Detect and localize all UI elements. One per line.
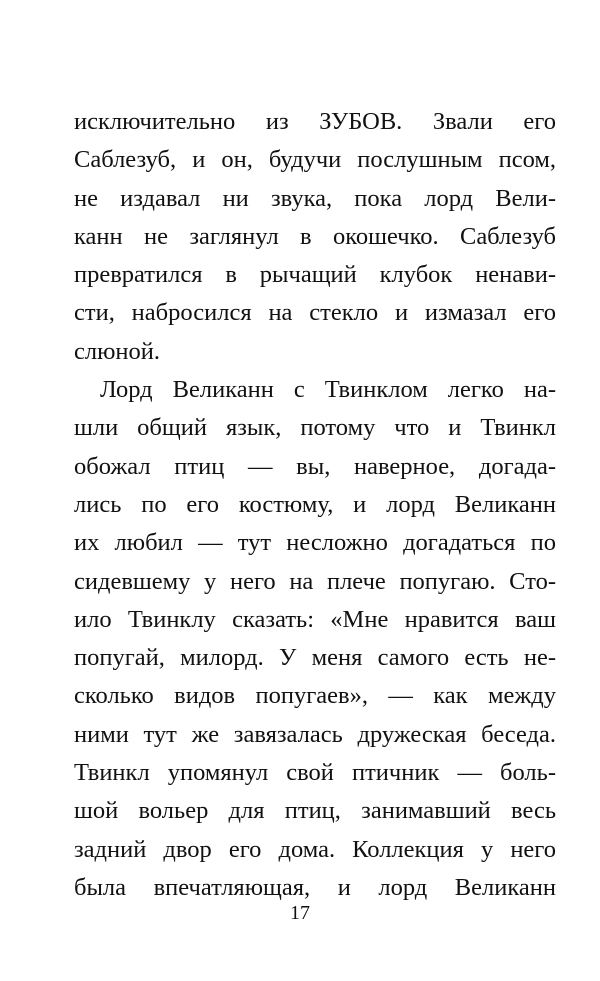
text-line: канн не заглянул в окошечко. Саблезуб [74,222,556,250]
text-line: шли общий язык, потому что и Твинкл [74,414,556,442]
text-line: Твинкл упомянул свой птичник — боль- [74,759,556,787]
text-line: шой вольер для птиц, занимавший весь [74,797,556,825]
text-line: лись по его костюму, и лорд Великанн [74,490,556,518]
text-line: превратился в рычащий клубок ненави- [74,261,556,289]
text-line: ними тут же завязалась дружеская беседа. [74,720,556,748]
text-line: попугай, милорд. У меня самого есть не- [74,644,556,672]
text-line: Саблезуб, и он, будучи послушным псом, [74,146,556,174]
text-line: обожал птиц — вы, наверное, догада- [74,452,556,480]
body-text [74,103,556,907]
text-line: их любил — тут несложно догадаться по [74,529,556,557]
text-line: исключительно из ЗУБОВ. Звали его [74,108,556,135]
paragraph-start-line: Лорд Великанн с Твинклом легко на- [100,376,556,404]
text-line: сти, набросился на стекло и измазал его [74,299,556,327]
text-line: не издавал ни звука, пока лорд Вели- [74,184,556,212]
text-line: задний двор его дома. Коллекция у него [74,835,556,863]
page-number: 17 [290,902,310,924]
text-line: слюной. [74,337,161,365]
text-line: ило Твинклу сказать: «Мне нравится ваш [74,605,556,633]
text-line: была впечатляющая, и лорд Великанн [74,873,556,901]
text-line: сидевшему у него на плече попугаю. Сто- [74,567,556,595]
text-line: сколько видов попугаев», — как между [74,682,556,710]
